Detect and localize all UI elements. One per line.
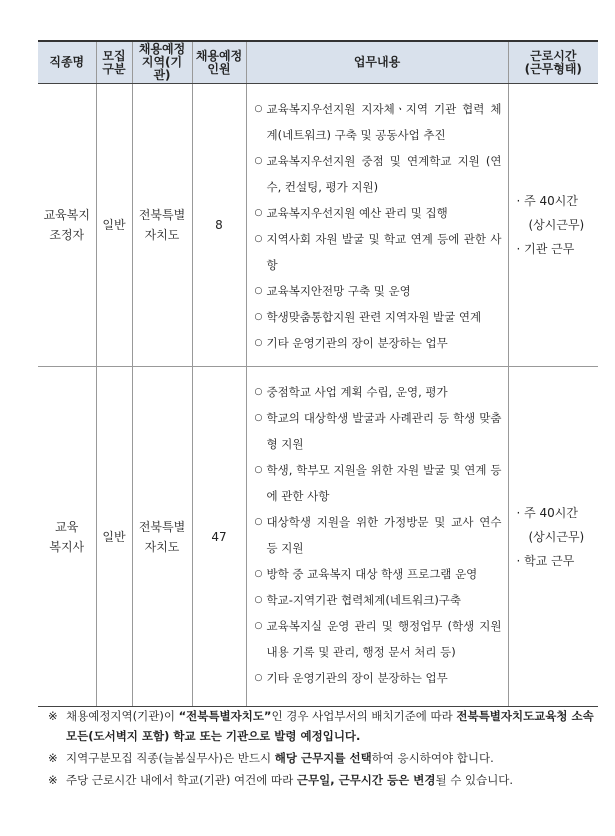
note-text: 하여 응시하여야 합니다. [371,751,494,765]
header-count: 채용예정 인원 [192,41,246,84]
duty-text: 방학 중 교육복지 대상 학생 프로그램 운영 [266,567,478,581]
note-text: 인 경우 사업부서의 배치기준에 따라 [271,709,457,723]
table-row [38,367,598,707]
hours-line: (상시근무) [528,529,585,544]
note-text: 채용예정지역(기관)이 [66,709,179,723]
duty-text: 기타 운영기관의 장이 분장하는 업무 [266,336,448,350]
reference-mark-icon: ※ [48,773,58,787]
duty-text: 지역사회 자원 발굴 및 학교 연계 등에 관한 사항 [266,232,502,272]
duty-item [255,330,502,356]
duty-item [255,278,502,304]
table-row [38,84,598,367]
duty-item [255,96,502,148]
circle-bullet-icon: ○ [254,595,263,605]
cell-job: 교육복지 조정자 [38,84,96,367]
circle-bullet-icon: ○ [254,338,263,348]
circle-bullet-icon: ○ [254,413,263,423]
circle-bullet-icon: ○ [254,208,263,218]
duty-text: 교육복지실 운영 관리 및 행정업무 (학생 지원내용 기록 및 관리, 행정 문서 처리 등) [266,619,502,659]
reference-mark-icon: ※ [48,709,58,723]
table-header-row [38,41,598,84]
circle-bullet-icon: ○ [254,312,263,322]
recruitment-table [38,40,598,707]
circle-bullet-icon: ○ [254,517,263,527]
circle-bullet-icon: ○ [254,673,263,683]
hours-line: · 학교 근무 [516,553,575,568]
duty-item [255,613,502,665]
header-recruit-type: 모집 구분 [96,41,132,84]
header-region: 채용예정 지역(기관) [132,41,192,84]
note-item [48,748,596,768]
cell-count: 8 [192,84,246,367]
duty-item [255,587,502,613]
cell-hours [508,84,598,367]
note-emphasis: 전북특별자치도교육청 소속 모든(도서벽지 포함) 학교 또는 기관으로 발령 예정입니다. [66,709,594,743]
cell-duties [246,367,508,707]
circle-bullet-icon: ○ [254,569,263,579]
duty-text: 기타 운영기관의 장이 분장하는 업무 [266,671,448,685]
header-job: 직종명 [38,41,96,84]
hours-line: · 주 40시간 [516,194,578,208]
note-text: 될 수 있습니다. [435,773,514,787]
note-emphasis: 근무일, 근무시간 등은 변경 [296,773,436,787]
duty-text: 교육복지우선지원 지자체ㆍ지역 기관 협력 체계(네트워크) 구축 및 공동사업 추진 [266,102,502,142]
duty-item [255,148,502,200]
duty-item [255,509,502,561]
duty-item [255,457,502,509]
duty-text: 학생, 학부모 지원을 위한 자원 발굴 및 연계 등에 관한 사항 [266,463,502,503]
header-hours: 근로시간 (근무형태) [508,41,598,84]
cell-job: 교육 복지사 [38,367,96,707]
duty-text: 학교의 대상학생 발굴과 사례관리 등 학생 맞춤형 지원 [266,411,502,451]
hours-line: · 기관 근무 [516,242,575,256]
reference-mark-icon: ※ [48,751,58,765]
cell-hours [508,367,598,707]
circle-bullet-icon: ○ [254,286,263,296]
duty-item [255,665,502,691]
note-item [48,706,596,746]
duty-text: 교육복지우선지원 중점 및 연계학교 지원 (연수, 컨설팅, 평가 지원) [266,154,502,194]
duty-text: 학생맞춤통합지원 관련 지역자원 발굴 연계 [266,310,482,324]
note-text: 주당 근로시간 내에서 학교(기관) 여건에 따라 [66,773,297,787]
notes-section [48,706,596,792]
duty-item [255,405,502,457]
hours-line: (상시근무) [528,218,585,232]
duty-text: 중점학교 사업 계획 수립, 운영, 평가 [266,385,448,399]
note-emphasis: “전북특별자치도” [178,709,272,723]
cell-region: 전북특별 자치도 [132,84,192,367]
duty-item [255,561,502,587]
cell-recruit-type: 일반 [96,367,132,707]
cell-region: 전북특별 자치도 [132,367,192,707]
duty-text: 대상학생 지원을 위한 가정방문 및 교사 연수 등 지원 [266,515,502,555]
duty-list [255,379,502,691]
circle-bullet-icon: ○ [254,621,263,631]
circle-bullet-icon: ○ [254,156,263,166]
duty-text: 학교-지역기관 협력체계(네트워크)구축 [266,593,462,607]
duty-list [255,96,502,356]
circle-bullet-icon: ○ [254,104,263,114]
duty-item [255,226,502,278]
note-emphasis: 해당 근무지를 선택 [274,751,372,765]
header-duties: 업무내용 [246,41,508,84]
hours-line: · 주 40시간 [516,505,578,520]
duty-item [255,304,502,330]
circle-bullet-icon: ○ [254,465,263,475]
cell-duties [246,84,508,367]
note-text: 지역구분모집 직종(늘봄실무사)은 반드시 [66,751,275,765]
circle-bullet-icon: ○ [254,234,263,244]
note-item [48,770,596,790]
circle-bullet-icon: ○ [254,387,263,397]
cell-recruit-type: 일반 [96,84,132,367]
duty-text: 교육복지우선지원 예산 관리 및 집행 [266,206,448,220]
duty-text: 교육복지안전망 구축 및 운영 [266,284,411,298]
duty-item [255,379,502,405]
duty-item [255,200,502,226]
cell-count: 47 [192,367,246,707]
